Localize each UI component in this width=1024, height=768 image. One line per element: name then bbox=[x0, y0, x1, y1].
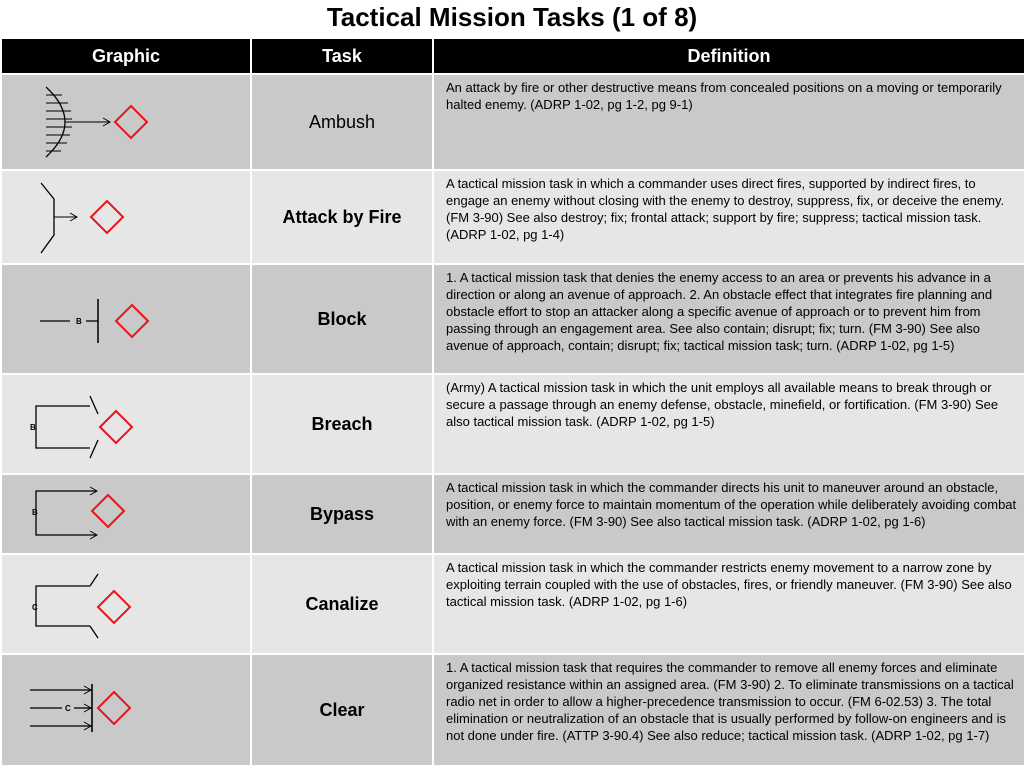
table-row bbox=[1, 170, 1024, 264]
table-row bbox=[1, 74, 1024, 170]
header-graphic: Graphic bbox=[1, 38, 251, 74]
canalize-graphic bbox=[1, 554, 251, 654]
bypass-symbol-icon bbox=[10, 477, 170, 551]
block-graphic bbox=[1, 264, 251, 374]
task-name: Bypass bbox=[251, 474, 433, 554]
clear-symbol-icon bbox=[10, 658, 170, 762]
task-name: Ambush bbox=[251, 74, 433, 170]
header-task: Task bbox=[251, 38, 433, 74]
task-definition: (Army) A tactical mission task in which the unit employs all available means to break through or secure a passage through an enemy defense, obstacle, minefield, or fortification. (FM 3-90) See also tactical mission task. (ADRP 1-02, pg 1-5) bbox=[433, 374, 1024, 474]
breach-graphic-label: B bbox=[30, 423, 36, 432]
breach-symbol-icon bbox=[10, 378, 170, 470]
task-name: Breach bbox=[251, 374, 433, 474]
ambush-symbol-icon bbox=[10, 77, 170, 167]
table-row bbox=[1, 264, 1024, 374]
table-header-row bbox=[1, 38, 1024, 74]
task-definition: 1. A tactical mission task that denies the enemy access to an area or prevents his advance in a direction or along an avenue of approach. 2. An obstacle effect that integrates fire planning and obstacle effort to stop an attacker along a specific avenue of approach or to prevent him from passing through an engagement area. See also contain; disrupt; fix; turn. (FM 3-90) See also avenue of approach, contain; disrupt; fix; tactical mission task; turn. (ADRP 1-02, pg 1-5) bbox=[433, 264, 1024, 374]
task-name: Clear bbox=[251, 654, 433, 766]
clear-graphic-label: C bbox=[65, 704, 71, 713]
canalize-graphic-label: C bbox=[32, 603, 38, 612]
ambush-graphic bbox=[1, 74, 251, 170]
page-title: Tactical Mission Tasks (1 of 8) bbox=[326, 2, 698, 32]
bypass-graphic-label: B bbox=[32, 508, 38, 517]
table-row bbox=[1, 474, 1024, 554]
clear-graphic bbox=[1, 654, 251, 766]
task-name: Block bbox=[251, 264, 433, 374]
breach-graphic bbox=[1, 374, 251, 474]
block-symbol-icon bbox=[10, 269, 170, 369]
bypass-graphic bbox=[1, 474, 251, 554]
table-row bbox=[1, 554, 1024, 654]
task-definition: A tactical mission task in which the commander directs his unit to maneuver around an obstacle, position, or enemy force to maintain momentum of the operation while deliberately avoiding combat with an enemy force. (FM 3-90) See also tactical mission task. (ADRP 1-02, pg 1-6) bbox=[433, 474, 1024, 554]
table-row bbox=[1, 374, 1024, 474]
attack-by-fire-graphic bbox=[1, 170, 251, 264]
header-definition: Definition bbox=[433, 38, 1024, 74]
attack-by-fire-symbol-icon bbox=[10, 173, 170, 261]
task-definition: An attack by fire or other destructive means from concealed positions on a moving or temporarily halted enemy. (ADRP 1-02, pg 1-2, pg 9-1) bbox=[433, 74, 1024, 170]
task-definition: 1. A tactical mission task that requires the commander to remove all enemy forces and eliminate organized resistance within an assigned area. (FM 3-90) 2. To eliminate transmissions on a tactical radio net in order to allow a higher-precedence transmission to occur. (FM 6-02.53) 3. The total elimination or neutralization of an obstacle that is usually performed by follow-on engineers and is not done under fire. (ATTP 3-90.4) See also reduce; tactical mission task. (ADRP 1-02, pg 1-7) bbox=[433, 654, 1024, 766]
task-name: Attack by Fire bbox=[251, 170, 433, 264]
tactical-tasks-table bbox=[0, 37, 1024, 767]
canalize-symbol-icon bbox=[10, 558, 170, 650]
task-definition: A tactical mission task in which the commander restricts enemy movement to a narrow zone by exploiting terrain coupled with the use of obstacles, fires, or friendly maneuver. (FM 3-90) See also tactical mission task. (ADRP 1-02, pg 1-6) bbox=[433, 554, 1024, 654]
table-row bbox=[1, 654, 1024, 766]
block-graphic-label: B bbox=[76, 317, 82, 326]
task-name: Canalize bbox=[251, 554, 433, 654]
task-definition: A tactical mission task in which a commander uses direct fires, supported by indirect fires, to engage an enemy without closing with the enemy to destroy, suppress, fix, or deceive the enemy. (FM 3-90) See also destroy; fix; frontal attack; support by fire; suppress; tactical mission task. (ADRP 1-02, pg 1-4) bbox=[433, 170, 1024, 264]
